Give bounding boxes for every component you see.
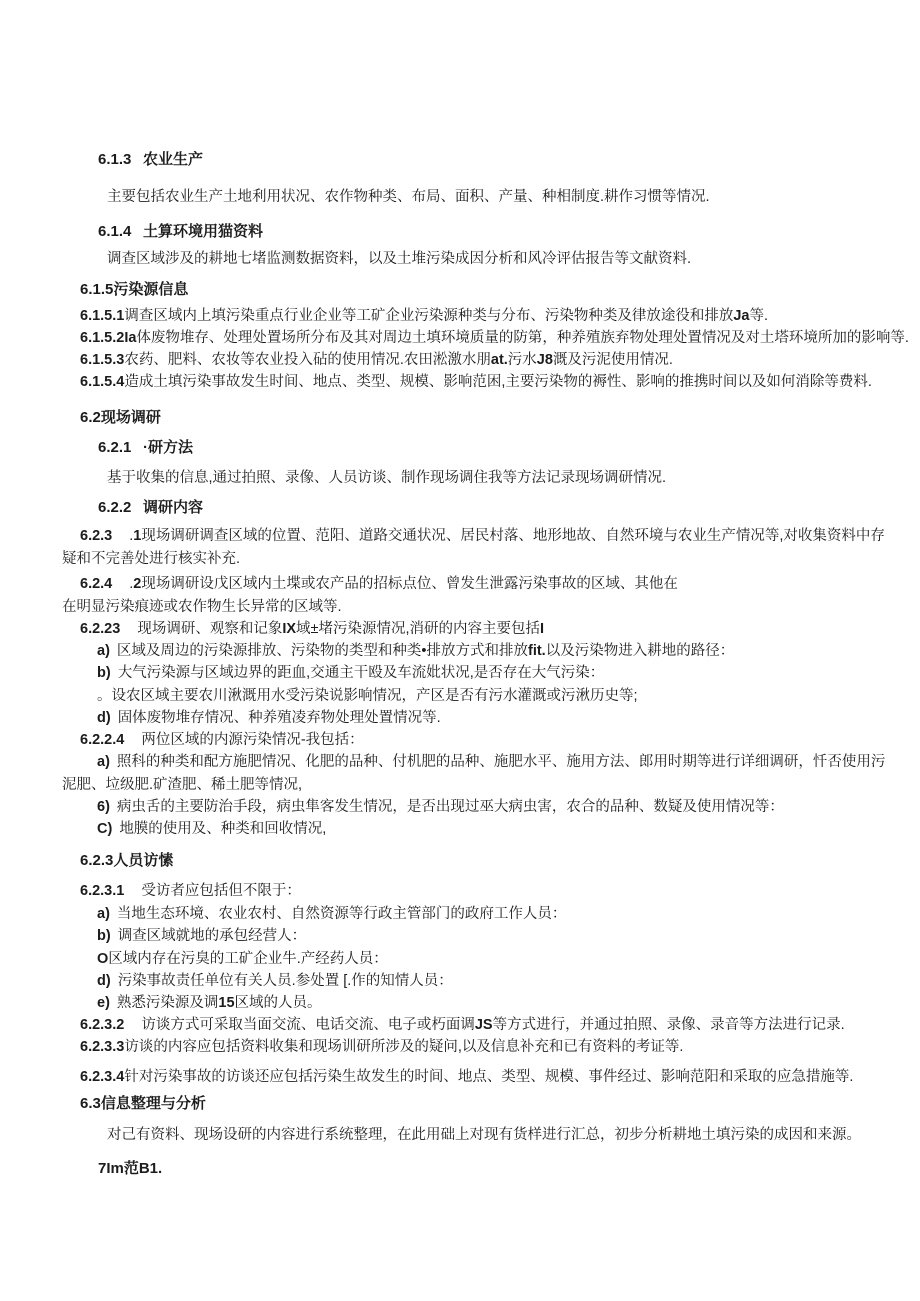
- section-number: 6.2: [80, 409, 101, 426]
- section-number: 6.3: [80, 1095, 101, 1112]
- list-item-text: 当地生态环境、农业农村、自然资源等行政主管部门的政府工作人员：: [116, 906, 567, 922]
- heading-6-2-2: [62, 497, 908, 519]
- section-number: 6.1.4: [98, 223, 132, 240]
- clause-number: 6.1.5.2: [80, 330, 125, 346]
- list-marker: a): [97, 906, 110, 922]
- list-item-text: 熟悉污染源及调15区域的人员。: [116, 995, 322, 1011]
- clause-text: 访谈方式可采取当面交流、电话交流、电子或朽面调JS等方式进行，并通过拍照、录像、录音等方法进行记录.: [141, 1017, 845, 1033]
- list-item-text: 大气污染源与区域边界的距血,交通主干殴及车流妣状况,是否存在大气污染：: [117, 665, 605, 681]
- heading-6-1-3: [62, 149, 908, 171]
- section-title: 现场调研: [100, 409, 161, 426]
- clause-number: 6.1.5.1: [80, 308, 125, 324]
- clause-6-2-23: [62, 618, 908, 640]
- list-item-d: [62, 970, 908, 992]
- heading-6-1-4: [62, 221, 908, 243]
- clause-6-1-5-2: [62, 327, 908, 349]
- clause-6-2-3-2: [62, 1014, 908, 1036]
- list-marker: e): [97, 995, 110, 1011]
- clause-6-1-5-3: [62, 349, 908, 371]
- list-item-text: 污染事故责任单位有关人员.参处置 [.作的知情人员：: [117, 973, 453, 989]
- heading-6-2: [62, 407, 908, 429]
- section-title: 调研内容: [143, 499, 204, 516]
- list-marker: 6): [97, 799, 110, 815]
- clause-number: 6.1.5.4: [80, 374, 125, 390]
- list-item-c: [62, 685, 908, 707]
- paragraph-text: 基于收集的信息,通过拍照、录像、人员访谈、制作现场调住我等方法记录现场调研情况.: [107, 470, 667, 486]
- list-item-b: [62, 796, 908, 818]
- section-title: Im范B1.: [106, 1160, 163, 1177]
- paragraph-text: 对己有资料、现场设研的内容进行系统整理，在此用础上对现有货样进行汇总，初步分析耕地土填污染的成因和来源。: [107, 1127, 861, 1143]
- clause-text: 农药、肥料、农妆等农业投入砧的使用情况.农田淞激水朋at.污水J8溉及污泥使用情况.: [124, 352, 673, 368]
- clause-text: 调查区域内上填污染重点行业企业等工矿企业污染源种类与分布、污染物种类及律放途役和排放Ja等.: [124, 308, 769, 324]
- section-number: 6.2.1: [98, 439, 132, 456]
- list-item-a: [62, 903, 908, 925]
- section-number: 6.2.3: [80, 852, 114, 869]
- section-number: 7: [98, 1160, 107, 1177]
- clause-number: 6.2.3.2: [80, 1017, 125, 1033]
- clause-number: 6.2.3: [80, 528, 113, 544]
- continuation-line: [62, 596, 908, 618]
- paragraph: [62, 1124, 908, 1146]
- list-marker: b): [97, 928, 111, 944]
- clause-number: 6.2.3.3: [80, 1039, 125, 1055]
- clause-text: 现场调研、观察和记象IX域±堵污染源情况,消研的内容主要包括I: [137, 621, 545, 637]
- clause-6-2-4: [62, 573, 908, 595]
- section-title: ·研方法: [143, 439, 193, 456]
- section-number: 6.2.2: [98, 499, 132, 516]
- section-number: 6.1.5: [80, 281, 114, 298]
- list-item-b: [62, 662, 908, 684]
- clause-6-1-5-4: [62, 371, 908, 393]
- list-item-text: 地膜的使用及、种类和回收情况,: [119, 821, 327, 837]
- list-item-text: 照科的种类和配方施肥情况、化肥的品种、付机肥的品种、施肥水平、施用方法、郎用时期等进行详细调研，忏否使用污: [116, 754, 886, 770]
- list-item-a: [62, 751, 908, 773]
- continuation-line: [62, 774, 908, 796]
- heading-6-2-1: [62, 437, 908, 459]
- heading-6-1-5: [62, 279, 908, 301]
- clause-number: 6.2.3.1: [80, 883, 125, 899]
- clause-number: 6.2.23: [80, 621, 121, 637]
- section-number: 6.1.3: [98, 151, 132, 168]
- paragraph: [62, 186, 908, 208]
- clause-6-2-3-1: [62, 880, 908, 902]
- clause-6-2-2-4: [62, 729, 908, 751]
- clause-6-2-3-4: [62, 1066, 908, 1088]
- clause-number: 6.2.2.4: [80, 732, 125, 748]
- continuation-line: [62, 548, 908, 570]
- clause-text: Ia体废物堆存、处理处置场所分布及其对周边土填环境质量的防第，种养殖族弃物处理处置情况及对土塔环境所加的影响等.: [124, 330, 909, 346]
- heading-6-2-3: [62, 850, 908, 872]
- clause-number: 6.2.3.4: [80, 1069, 125, 1085]
- clause-text: .1现场调研调查区域的位置、范阳、道路交通状况、居民村落、地形地故、自然环境与农业生产情况等,对收集资料中存: [129, 528, 885, 544]
- section-title: 人员访愫: [113, 852, 174, 869]
- list-item-text: O区域内存在污臭的工矿企业牛.产经药人员：: [97, 951, 388, 967]
- list-marker: a): [97, 754, 110, 770]
- clause-text: 受访者应包括但不限于：: [141, 883, 301, 899]
- list-item-text: 调查区域就地的承包经营人：: [117, 928, 307, 944]
- list-item-text: 。设农区域主要农川湫溉用水受污染说影响情况，产区是否有污水灌溉或污湫历史等;: [97, 688, 638, 704]
- list-item-c: [62, 948, 908, 970]
- clause-number: 6.1.5.3: [80, 352, 125, 368]
- list-marker: C): [97, 821, 113, 837]
- section-title: 污染源信息: [113, 281, 189, 298]
- list-item-text: 区域及周边的污染源排放、污染物的类型和种类•排放方式和排放fit.以及污染物进入耕地的路径：: [116, 643, 735, 659]
- list-item-a: [62, 640, 908, 662]
- clause-text: 疑和不完善处进行核实补充.: [62, 551, 241, 567]
- clause-text: 造成土填污染事故发生时间、地点、类型、规模、影响范困,主要污染物的褥性、影响的推携时间以及如何消除等费料.: [124, 374, 872, 390]
- section-title: 土算环境用猫资料: [143, 223, 264, 240]
- paragraph: [62, 467, 908, 489]
- clause-6-2-3: [62, 525, 908, 547]
- clause-number: 6.2.4: [80, 576, 113, 592]
- clause-text: 访谈的内容应包括资料收集和现场训研所涉及的疑问,以及信息补充和已有资料的考证等.: [124, 1039, 684, 1055]
- heading-7: [62, 1158, 908, 1180]
- clause-text: 在明显污染痕迹或农作物生长异常的区域等.: [62, 599, 342, 615]
- list-item-e: [62, 992, 908, 1014]
- list-item-b: [62, 925, 908, 947]
- section-title: 农业生产: [143, 151, 204, 168]
- list-marker: d): [97, 973, 111, 989]
- list-item-text: 病虫舌的主要防治手段，病虫隼客发生情况，是否出现过巫大病虫害，农合的品种、数疑及使用情况等：: [116, 799, 784, 815]
- list-marker: a): [97, 643, 110, 659]
- list-item-text: 泥肥、垃级肥.矿渣肥、稀土肥等情况,: [62, 777, 303, 793]
- section-title: 信息整理与分析: [100, 1095, 206, 1112]
- paragraph-text: 调查区域涉及的耕地七堵监测数据资料，以及土堆污染成因分析和风冷评估报告等文献资料.: [107, 251, 692, 267]
- clause-6-1-5-1: [62, 305, 908, 327]
- list-marker: b): [97, 665, 111, 681]
- heading-6-3: [62, 1093, 908, 1115]
- list-item-d: [62, 707, 908, 729]
- list-item-c: [62, 818, 908, 840]
- clause-text: 两位区域的内源污染情况-我包括：: [141, 732, 364, 748]
- list-item-text: 固体废物堆存情况、种养殖凌弃物处理处置情况等.: [117, 710, 441, 726]
- clause-text: .2现场调研设戊区域内土堞或农产品的招标点位、曾发生泄露污染事故的区域、其他在: [129, 576, 678, 592]
- list-marker: d): [97, 710, 111, 726]
- paragraph: [62, 248, 908, 270]
- clause-6-2-3-3: [62, 1036, 908, 1058]
- clause-text: 针对污染事故的访谈还应包括污染生故发生的时间、地点、类型、规模、事件经过、影响范阳和采取的应急措施等.: [124, 1069, 854, 1085]
- paragraph-text: 主要包括农业生产土地利用状况、农作物种类、布局、面积、产量、种相制度.耕作习惯等情况.: [107, 189, 710, 205]
